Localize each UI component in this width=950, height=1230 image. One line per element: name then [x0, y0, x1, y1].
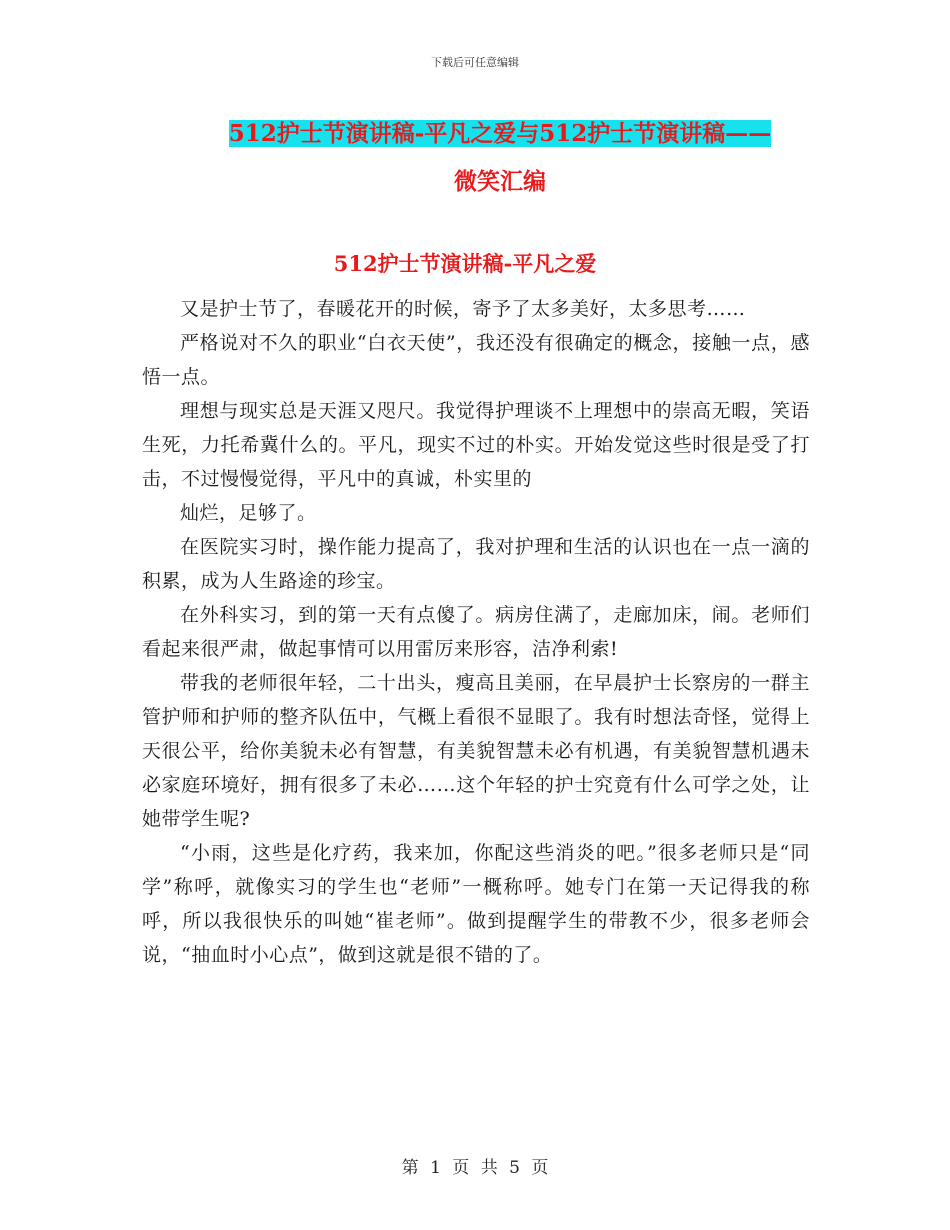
paragraph: 严格说对不久的职业“白衣天使”，我还没有很确定的概念，接触一点，感悟一点。 — [142, 332, 810, 388]
paragraph: 带我的老师很年轻，二十出头，瘦高且美丽，在早晨护士长察房的一群主管护师和护师的整齐队伍中，气概上看很不显眼了。我有时想法奇怪，觉得上天很公平，给你美貌未必有智慧，有美貌智慧未必有机遇，有美貌智慧机遇未必家庭环境好，拥有很多了未必……这个年轻的护士究竟有什么可学之处，让她带学生呢? — [142, 672, 810, 830]
section-title: 512护士节演讲稿-平凡之爱 — [333, 251, 597, 276]
paragraph: 理想与现实总是天涯又咫尺。我觉得护理谈不上理想中的崇高无暇，笑语生死，力托希冀什么的。平凡，现实不过的朴实。开始发觉这些时很是受了打击，不过慢慢觉得，平凡中的真诚，朴实里的 — [142, 400, 810, 490]
document-title-line-2: 微笑汇编 — [454, 168, 546, 195]
document-title — [140, 110, 860, 206]
paragraph: 在外科实习，到的第一天有点傻了。病房住满了，走廊加床，闹。老师们看起来很严肃，做起事情可以用雷厉来形容，洁净利索! — [142, 604, 810, 660]
document-title-line-1: 512护士节演讲稿-平凡之爱与512护士节演讲稿—— — [228, 120, 772, 147]
paragraph: 又是护士节了，春暖花开的时候，寄予了太多美好，太多思考…… — [180, 298, 746, 320]
page-header-note: 下载后可任意编辑 — [431, 56, 519, 69]
article-body — [142, 292, 810, 972]
page-footer-number: 第 1 页 共 5 页 — [401, 1158, 549, 1178]
paragraph: 在医院实习时，操作能力提高了，我对护理和生活的认识也在一点一滴的积累，成为人生路途的珍宝。 — [142, 536, 810, 592]
paragraph: 灿烂，足够了。 — [180, 502, 317, 524]
paragraph: “小雨，这些是化疗药，我来加，你配这些消炎的吧。”很多老师只是“同学”称呼，就像实习的学生也“老师”一概称呼。她专门在第一天记得我的称呼，所以我很快乐的叫她“崔老师”。做到提醒学生的带教不少，很多老师会说，“抽血时小心点”，做到这就是很不错的了。 — [142, 842, 810, 966]
